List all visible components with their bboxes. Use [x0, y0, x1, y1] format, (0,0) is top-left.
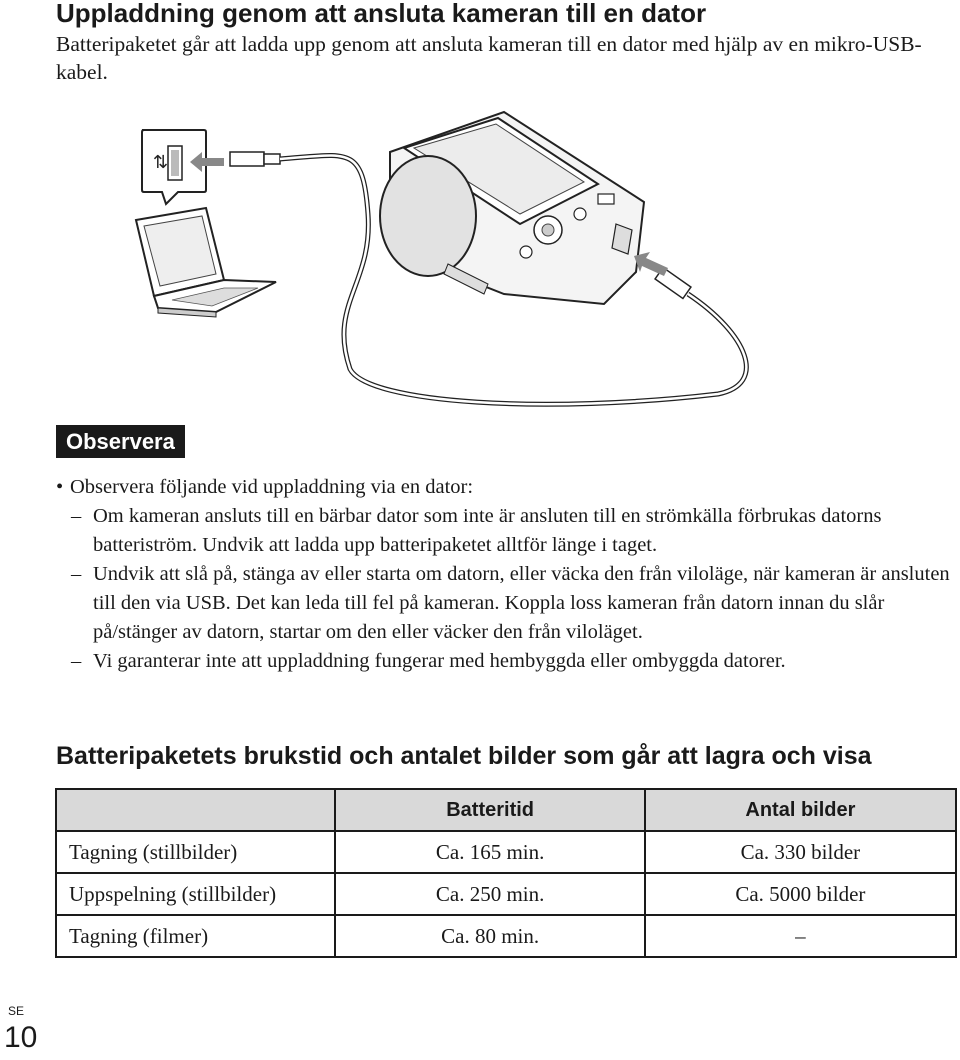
battery-time-cell: Ca. 165 min. [335, 831, 644, 873]
row-label: Tagning (stillbilder) [56, 831, 335, 873]
image-count-cell: – [645, 915, 956, 957]
battery-time-cell: Ca. 80 min. [335, 915, 644, 957]
camera-icon [380, 112, 644, 304]
intro-paragraph: Batteripaketet går att ladda upp genom att ansluta kameran till en dator med hjälp av en mikro-USB-kabel. [56, 32, 922, 84]
note-sub-item [56, 560, 956, 647]
column-header: Batteritid [335, 789, 644, 831]
note-bullet-text: Observera följande vid uppladdning via en dator: [70, 476, 474, 498]
usb-connection-illustration [128, 104, 768, 424]
laptop-icon [136, 208, 276, 317]
image-count-cell: Ca. 330 bilder [645, 831, 956, 873]
row-label: Tagning (filmer) [56, 915, 335, 957]
table-header-row [56, 789, 956, 831]
table-row [56, 831, 956, 873]
section-title: Uppladdning genom att ansluta kameran till en dator [56, 0, 707, 28]
bullet-mark: • [56, 476, 64, 498]
note-sub-item-text: Vi garanterar inte att uppladdning fungerar med hembyggda eller ombyggda datorer. [93, 650, 786, 672]
battery-time-cell: Ca. 250 min. [335, 873, 644, 915]
dash-mark: – [71, 650, 82, 672]
dash-mark: – [71, 563, 82, 585]
note-list [56, 473, 956, 676]
table-row [56, 915, 956, 957]
table-row [56, 873, 956, 915]
battery-section-title: Batteripaketets brukstid och antalet bilder som går att lagra och visa [56, 742, 872, 770]
note-sub-item [56, 647, 956, 676]
page-number: 10 [4, 1021, 38, 1054]
svg-text:⇅: ⇅ [153, 152, 169, 173]
language-code: SE [8, 1004, 25, 1018]
row-label: Uppspelning (stillbilder) [56, 873, 335, 915]
note-sub-item-text: Undvik att slå på, stänga av eller starta om datorn, eller väcka den från viloläge, när kameran är ansluten till den via USB. Det kan leda till fel på kameran. Koppla loss kameran från datorn innan du slår på/stänger av datorn, startar om den eller väcker den från viloläget. [93, 563, 950, 643]
image-count-cell: Ca. 5000 bilder [645, 873, 956, 915]
insert-arrow-icon [634, 252, 668, 276]
column-header: Antal bilder [645, 789, 956, 831]
note-badge: Observera [56, 425, 185, 458]
note-sub-item-text: Om kameran ansluts till en bärbar dator som inte är ansluten till en strömkälla förbrukas datorns batteriström. Undvik att ladda upp batteripaketet alltför länge i taget. [93, 505, 882, 556]
note-bullet [56, 473, 956, 502]
note-sub-item [56, 502, 956, 560]
column-header [56, 789, 335, 831]
battery-table [55, 788, 957, 958]
dash-mark: – [71, 505, 82, 527]
